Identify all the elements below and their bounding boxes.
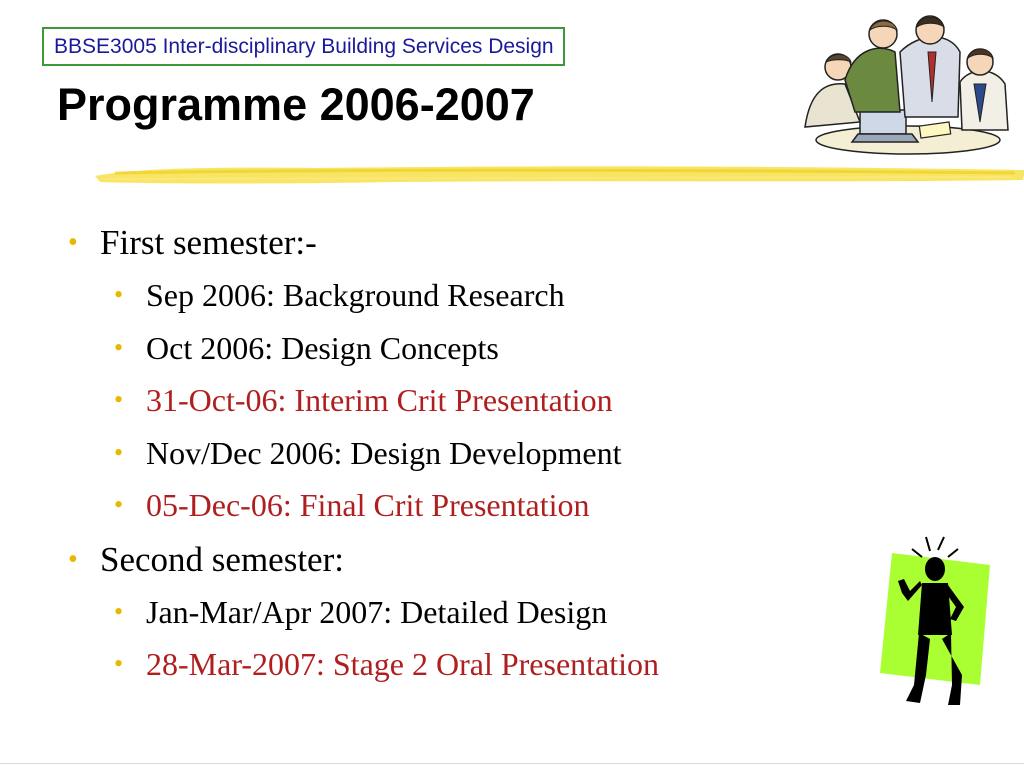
footer-divider (0, 763, 1024, 764)
business-team-clipart (800, 12, 1015, 162)
slide-title: Programme 2006-2007 (57, 79, 535, 130)
programme-outline (60, 217, 659, 693)
list-item: • Oct 2006: Design Concepts (100, 322, 659, 375)
list-item-highlighted: • 28-Mar-2007: Stage 2 Oral Presentation (100, 638, 659, 691)
section-label: Second semester: (100, 539, 344, 579)
stressed-man-clipart (872, 535, 992, 707)
title-highlighter-stroke (95, 158, 1024, 188)
list-item: • Sep 2006: Background Research (100, 269, 659, 322)
list-item: • Nov/Dec 2006: Design Development (100, 427, 659, 480)
list-item-highlighted: • 05-Dec-06: Final Crit Presentation (100, 479, 659, 532)
list-item: • Jan-Mar/Apr 2007: Detailed Design (100, 586, 659, 639)
first-semester-items (100, 269, 659, 532)
section-label: First semester:- (100, 223, 317, 262)
list-item-highlighted: • 31-Oct-06: Interim Crit Presentation (100, 374, 659, 427)
second-semester-items (100, 586, 659, 691)
section-second-semester (60, 534, 659, 691)
section-first-semester (60, 217, 659, 532)
course-label: BBSE3005 Inter-disciplinary Building Services Design (42, 27, 565, 66)
